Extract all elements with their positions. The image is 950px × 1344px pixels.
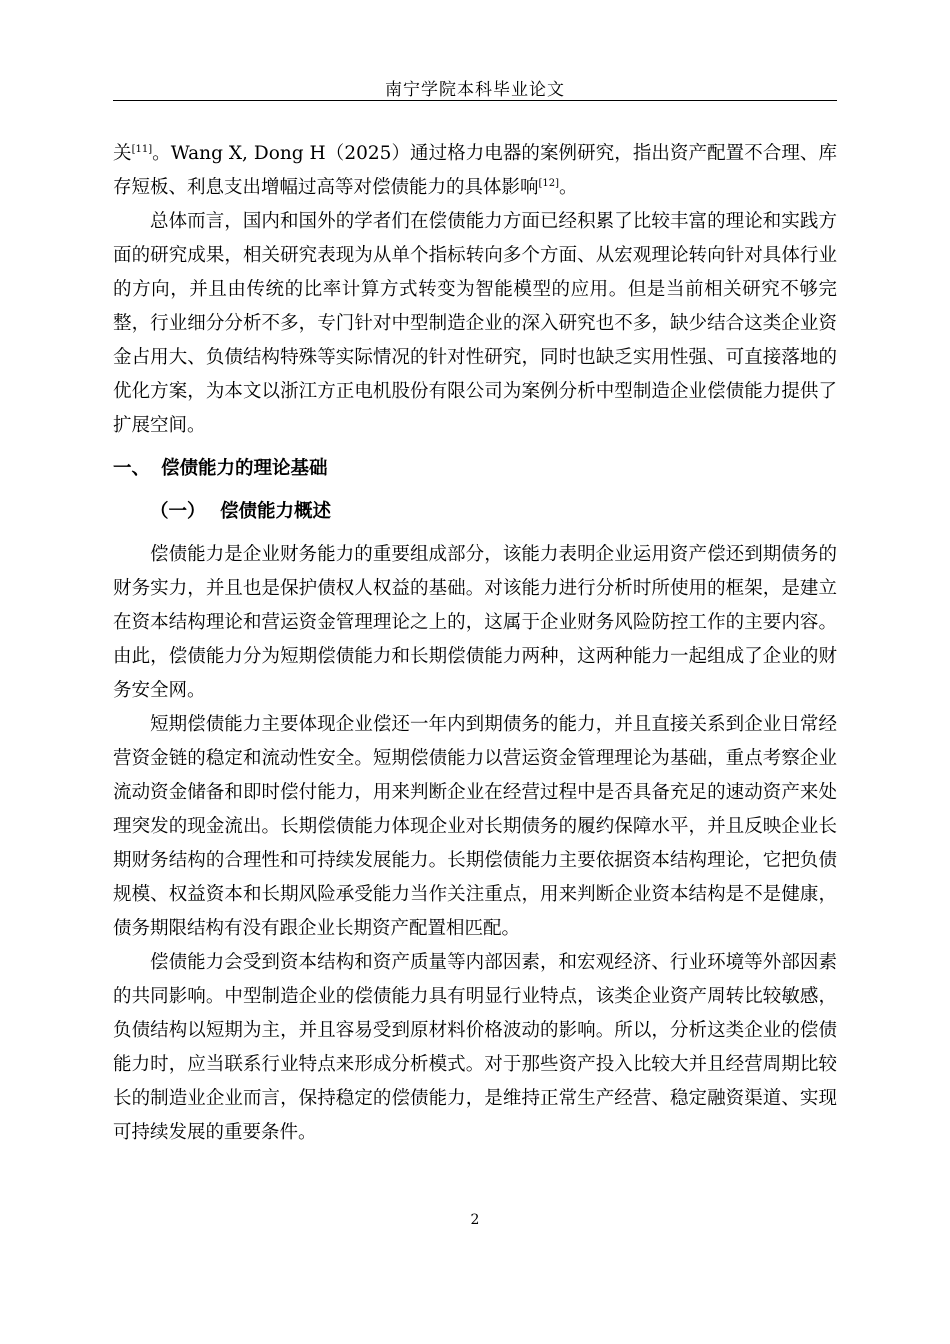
section-number: 一、 [113, 458, 151, 479]
paragraph-short-long-term: 短期偿债能力主要体现企业偿还一年内到期债务的能力，并且直接关系到企业日常经营资金链的稳定和流动性安全。短期偿债能力以营运资金管理理论为基础，重点考察企业流动资金储备和即时偿付能力，用来判断企业在经营过程中是否具备充足的速动资产来处理突发的现金流出。长期偿债能力体现企业对长期债务的履约保障水平，并且反映企业长期财务结构的合理性和可持续发展能力。长期偿债能力主要依据资本结构理论，它把负债规模、权益资本和长期风险承受能力当作关注重点，用来判断企业资本结构是不是健康，债务期限结构有没有跟企业长期资产配置相匹配。 [113, 714, 837, 939]
paragraph-influencing-factors: 偿债能力会受到资本结构和资产质量等内部因素，和宏观经济、行业环境等外部因素的共同影响。中型制造企业的偿债能力具有明显行业特点，该类企业资产周转比较敏感，负债结构以短期为主，并且容易受到原材料价格波动的影响。所以，分析这类企业的偿债能力时，应当联系行业特点来形成分析模式。对于那些资产投入比较大并且经营周期比较长的制造业企业而言，保持稳定的偿债能力，是维持正常生产经营、稳定融资渠道、实现可持续发展的重要条件。 [113, 952, 837, 1143]
page-number: 2 [470, 1212, 480, 1228]
citation-11: [11] [131, 143, 153, 155]
subsection-heading [113, 495, 837, 529]
citation-12: [12] [538, 177, 560, 189]
section-heading [113, 452, 837, 486]
header-divider [113, 100, 837, 101]
paragraph-text: 。 [559, 177, 578, 198]
section-title: 偿债能力的理论基础 [161, 458, 328, 479]
running-header-title: 南宁学院本科毕业论文 [385, 80, 565, 100]
subsection-title: 偿债能力概述 [220, 501, 332, 522]
subsection-number: （一） [150, 501, 206, 522]
paragraph-literature-end [113, 137, 837, 205]
paragraph-text: 。Wang X, Dong H（2025）通过格力电器的案例研究，指出资产配置不合理、库存短板、利息支出增幅过高等对偿债能力的具体影响 [113, 143, 837, 198]
paragraph-solvency-definition: 偿债能力是企业财务能力的重要组成部分，该能力表明企业运用资产偿还到期债务的财务实力，并且也是保护债权人权益的基础。对该能力进行分析时所使用的框架，是建立在资本结构理论和营运资金管理理论之上的，这属于企业财务风险防控工作的主要内容。由此，偿债能力分为短期偿债能力和长期偿债能力两种，这两种能力一起组成了企业的财务安全网。 [113, 544, 837, 701]
page-body [113, 137, 837, 1150]
paragraph-text: 关 [113, 143, 132, 164]
paragraph-summary: 总体而言，国内和国外的学者们在偿债能力方面已经积累了比较丰富的理论和实践方面的研究成果，相关研究表现为从单个指标转向多个方面、从宏观理论转向针对具体行业的方向，并且由传统的比率计算方式转变为智能模型的应用。但是当前相关研究不够完整，行业细分分析不多，专门针对中型制造企业的深入研究也不多，缺少结合这类企业资金占用大、负债结构特殊等实际情况的针对性研究，同时也缺乏实用性强、可直接落地的优化方案，为本文以浙江方正电机股份有限公司为案例分析中型制造企业偿债能力提供了扩展空间。 [113, 211, 837, 436]
